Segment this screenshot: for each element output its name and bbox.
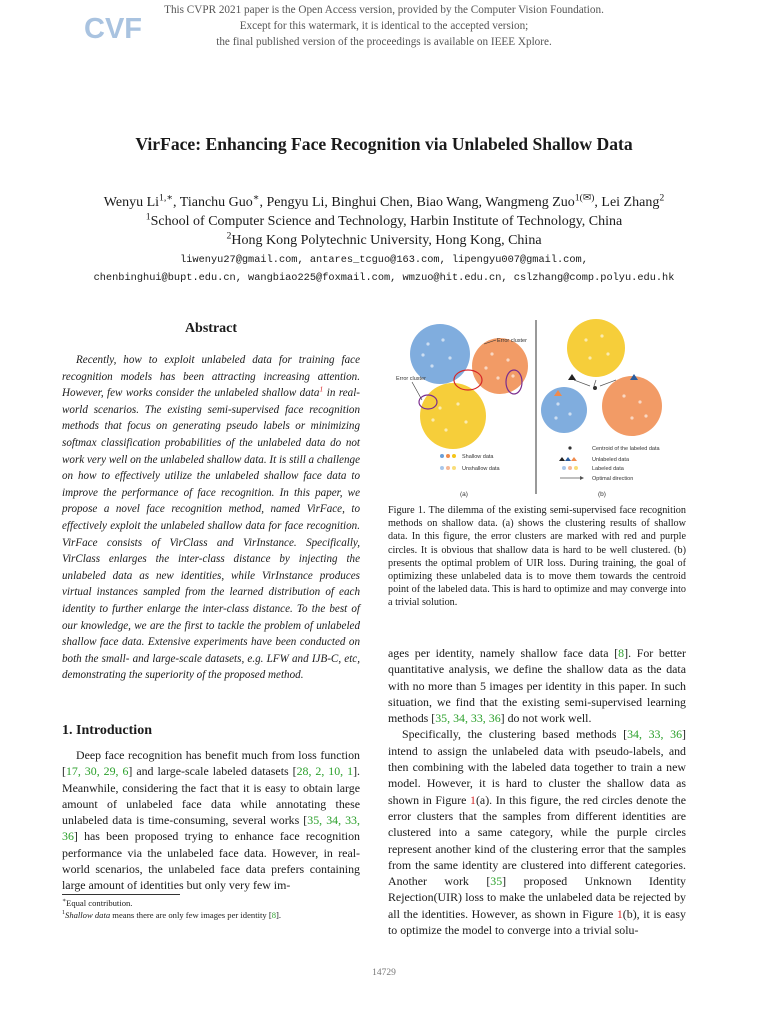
svg-text:Labeled data: Labeled data [592,466,624,472]
svg-text:Unlabeled data: Unlabeled data [592,457,630,463]
footnote-ref[interactable]: 1 [319,384,324,394]
author-block [0,193,768,250]
subfigure-label-b: (b) [598,491,606,498]
citation-link[interactable]: 8 [618,646,625,660]
citation-link[interactable]: 8 [271,910,276,921]
citation-link[interactable]: 35, 34, 33, 36 [435,711,501,726]
right-column-text [388,645,686,938]
citation-link[interactable]: 35, 34, 33, 36 [62,813,360,844]
error-cluster-label-left: Error cluster [396,376,426,382]
email-line-2: chenbinghui@bupt.edu.cn, wangbiao225@foxmail.com, wmzuo@hit.edu.cn, cslzhang@comp.polyu.edu.hk [93,272,675,284]
cluster-blue-b [541,387,587,433]
legend-b [559,446,661,482]
footnote-1: ∗Equal contribution. [62,898,133,908]
figure-ref-link[interactable]: 1 [470,792,476,807]
citation-link[interactable]: 28, 2, 10, 1 [296,764,354,779]
svg-text:Centroid of the labeled data: Centroid of the labeled data [592,446,660,452]
paper-title: VirFace: Enhancing Face Recognition via Unlabeled Shallow Data [135,134,633,154]
citation-link[interactable]: 35 [490,874,503,889]
watermark-line-3: the final published version of the proceedings is available on IEEE Xplore. [216,36,552,48]
footnote-rule [62,894,180,895]
figure-1-diagram [388,318,688,502]
error-cluster-label-top: Error cluster [497,338,527,344]
footnotes [62,897,362,922]
footnote-2: $^1$Shallow data means there are only few images per identity [8]. [62,910,282,921]
abstract-text: Recently, how to exploit unlabeled data for training face recognition models has been attracting increasing attention. However, few works consider the unlabeled shallow data$^1$ in real-world scenarios. The existing semi-supervised face recognition methods that focus on generating pseudo labels or minimizing softmax classification probabilities of the unlabeled data do not work very well on the unlabeled shallow data. It is still a challenge on how to effectively utilize the unlabeled shallow face data to improve the performance of face recognition. In this paper, we propose a novel face recognition method, named VirFace, to effectively exploit the unlabeled shallow data for face recognition. VirFace consists of VirClass and VirInstance. Specifically, VirClass enlarges the inter-class distance by injecting the unlabeled data as new identities, while VirInstance produces virtual instances sampled from the learned distribution of each identity to further enlarge the inter-class distance. To the best of our knowledge, we are the first to tackle the problem of unlabeled shallow face data. Extensive experiments have been conducted on both the small- and large-scale datasets, e.g. LFW and IJB-C, etc, demonstrating the superiority of the proposed method. [62,354,360,682]
svg-text:Optimal direction: Optimal direction [592,476,634,482]
centroid-point [593,386,597,390]
citation-link[interactable]: 34, 33, 36 [627,727,683,742]
svg-text:Unshallow data: Unshallow data [462,466,500,472]
affiliation-2: $^2$Hong Kong Polytechnic University, Hong Kong, China [226,230,542,248]
author-list: Wenyu $Li^{1,∗}$, Tianchu Guo∗, Pengyu Li, Binghui Chen, Biao Wang, Wangmeng Zuo$^{1(✉)}$, Lei Zhang$^2$ [103,192,665,210]
legend-a [440,454,501,472]
cluster-yellow-b [567,319,625,377]
optimal-direction-arrows [574,380,616,386]
svg-text:Shallow data: Shallow data [462,454,494,460]
page-number: 14729 [372,968,396,978]
cvf-logo-text: CVF [84,13,142,45]
introduction-paragraph: Deep face recognition has benefit much from loss function [17, 30, 29, 6] and large-scale labeled datasets [28, 2, 10, 1]. Meanwhile, considering the fact that it is easy to obtain large amount of unlabeled face data while annotating these unlabeled data is time-consuming, several works [35, 34, 33, 36] has been proposed trying to enhance face recognition performance via the unlabeled face data. However, in real-world scenarios, the unlabeled face data prefers containing large amount of identities but only very few im- [62,748,361,893]
watermark-line-1: This CVPR 2021 paper is the Open Access version, provided by the Computer Vision Foundation. [164,4,604,16]
cluster-yellow-a [420,383,486,449]
figure-1-caption: Figure 1. The dilemma of the existing semi-supervised face recognition methods on shallow data. (a) shows the clustering results of shallow data. In this figure, the error clusters are marked with red and purple circles. It is obvious that shallow data is hard to be well clustered. (b) presents the optimal problem of UIR loss. During training, the goal of optimizing these unlabeled data is to move them towards the centroid point of the labeled data. This is hard to optimize and may converge into a trivial solution. [388,505,686,609]
watermark-line-2: Except for this watermark, it is identical to the accepted version; [239,20,529,32]
section-heading-introduction: 1. Introduction [62,723,152,738]
author-emails [0,251,768,287]
figure-ref-link[interactable]: 1 [616,906,623,921]
subfigure-label-a: (a) [460,491,468,498]
cluster-orange-b [602,376,662,436]
paragraph-shallow-data: ages per identity, namely shallow face data [8]. For better quantitative analysis, we define the shallow data as the data with no more than 5 images per identity in this paper. In such situation, we find that the existing semi-supervised learning methods [35, 34, 33, 36] do not work well. [388,646,686,726]
affiliation-1: $^1$School of Computer Science and Technology, Harbin Institute of Technology, China [145,211,623,229]
abstract-heading: Abstract [184,321,238,336]
cvf-logo-icon [84,8,142,45]
paragraph-clustering-methods: Specifically, the clustering based methods [34, 33, 36] intend to assign the unlabeled data with pseudo-labels, and then combining with the labeled data together to train a new model. However, it is hard to cluster the shallow data as shown in Figure 1(a). In this figure, the red circles denote the error clusters that the samples from different identities are clustered into a same category, while the purple circles represent another kind of the clustering error that the samples from the same identity are clustered into different categories. Another work [35] proposed Unknown Identity Rejection(UIR) loss to make the unlabeled data be rejected by all the identities. However, as shown in Figure 1(b), it is easy to optimize the model to converge into a trivial solu- [388,727,687,938]
cluster-blue-a [410,324,470,384]
citation-link[interactable]: 17, 30, 29, 6 [65,764,129,779]
email-line-1: liwenyu27@gmail.com, antares_tcguo@163.com, lipengyu007@gmail.com, [180,254,588,266]
